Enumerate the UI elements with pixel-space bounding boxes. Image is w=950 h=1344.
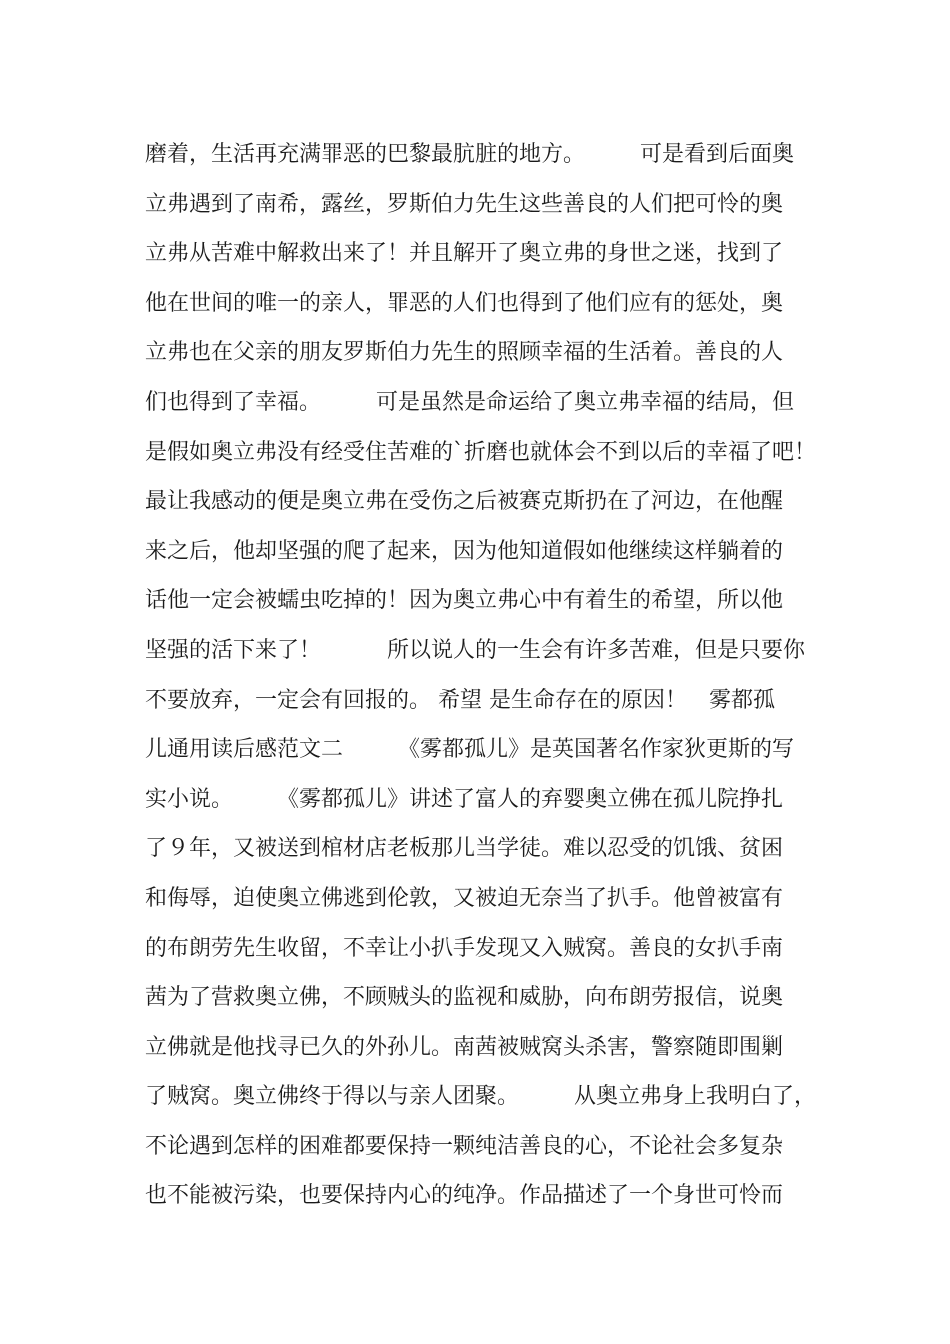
text-line-9: 来之后，他却坚强的爬了起来，因为他知道假如他继续这样躺着的	[145, 538, 784, 564]
text-line-3: 立弗从苦难中解救出来了！并且解开了奥立弗的身世之迷，找到了	[145, 241, 784, 267]
text-line-7: 是假如奥立弗没有经受住苦难的`折磨也就体会不到以后的幸福了吧！	[145, 439, 817, 465]
text-line-4: 他在世间的唯一的亲人，罪恶的人们也得到了他们应有的惩处，奥	[145, 290, 784, 316]
text-line-19: 立佛就是他找寻已久的外孙儿。南茜被贼窝头杀害，警察随即围剿	[145, 1034, 784, 1060]
body-text	[145, 130, 835, 1221]
text-line-11: 坚强的活下来了！ 所以说人的一生会有许多苦难，但是只要你	[145, 637, 806, 663]
text-line-21: 不论遇到怎样的困难都要保持一颗纯洁善良的心，不论社会多复杂	[145, 1133, 784, 1159]
text-line-5: 立弗也在父亲的朋友罗斯伯力先生的照顾幸福的生活着。善良的人	[145, 340, 784, 366]
text-line-17: 的布朗劳先生收留，不幸让小扒手发现又入贼窝。善良的女扒手南	[145, 935, 784, 961]
text-line-6: 们也得到了幸福。 可是虽然是命运给了奥立弗幸福的结局，但	[145, 389, 795, 415]
text-line-16: 和侮辱，迫使奥立佛逃到伦敦，又被迫无奈当了扒手。他曾被富有	[145, 885, 784, 911]
text-line-12: 不要放弃，一定会有回报的。 希望 是生命存在的原因！ 雾都孤	[145, 687, 775, 713]
text-line-14: 实小说。 《雾都孤儿》讲述了富人的弃婴奥立佛在孤儿院挣扎	[145, 786, 784, 812]
text-line-2: 立弗遇到了南希，露丝，罗斯伯力先生这些善良的人们把可怜的奥	[145, 191, 784, 217]
text-line-15: 了９年，又被送到棺材店老板那儿当学徒。难以忍受的饥饿、贫困	[145, 836, 784, 862]
text-line-20: 了贼窝。奥立佛终于得以与亲人团聚。 从奥立弗身上我明白了，	[145, 1084, 817, 1110]
text-line-18: 茜为了营救奥立佛，不顾贼头的监视和威胁，向布朗劳报信，说奥	[145, 985, 784, 1011]
text-line-22: 也不能被污染，也要保持内心的纯净。作品描述了一个身世可怜而	[145, 1183, 784, 1209]
text-line-8: 最让我感动的便是奥立弗在受伤之后被赛克斯扔在了河边，在他醒	[145, 489, 784, 515]
text-line-10: 话他一定会被蠕虫吃掉的！因为奥立弗心中有着生的希望，所以他	[145, 588, 784, 614]
text-line-1: 磨着，生活再充满罪恶的巴黎最肮脏的地方。 可是看到后面奥	[145, 142, 795, 167]
text-line-13: 儿通用读后感范文二 《雾都孤儿》是英国著名作家狄更斯的写	[145, 737, 795, 763]
